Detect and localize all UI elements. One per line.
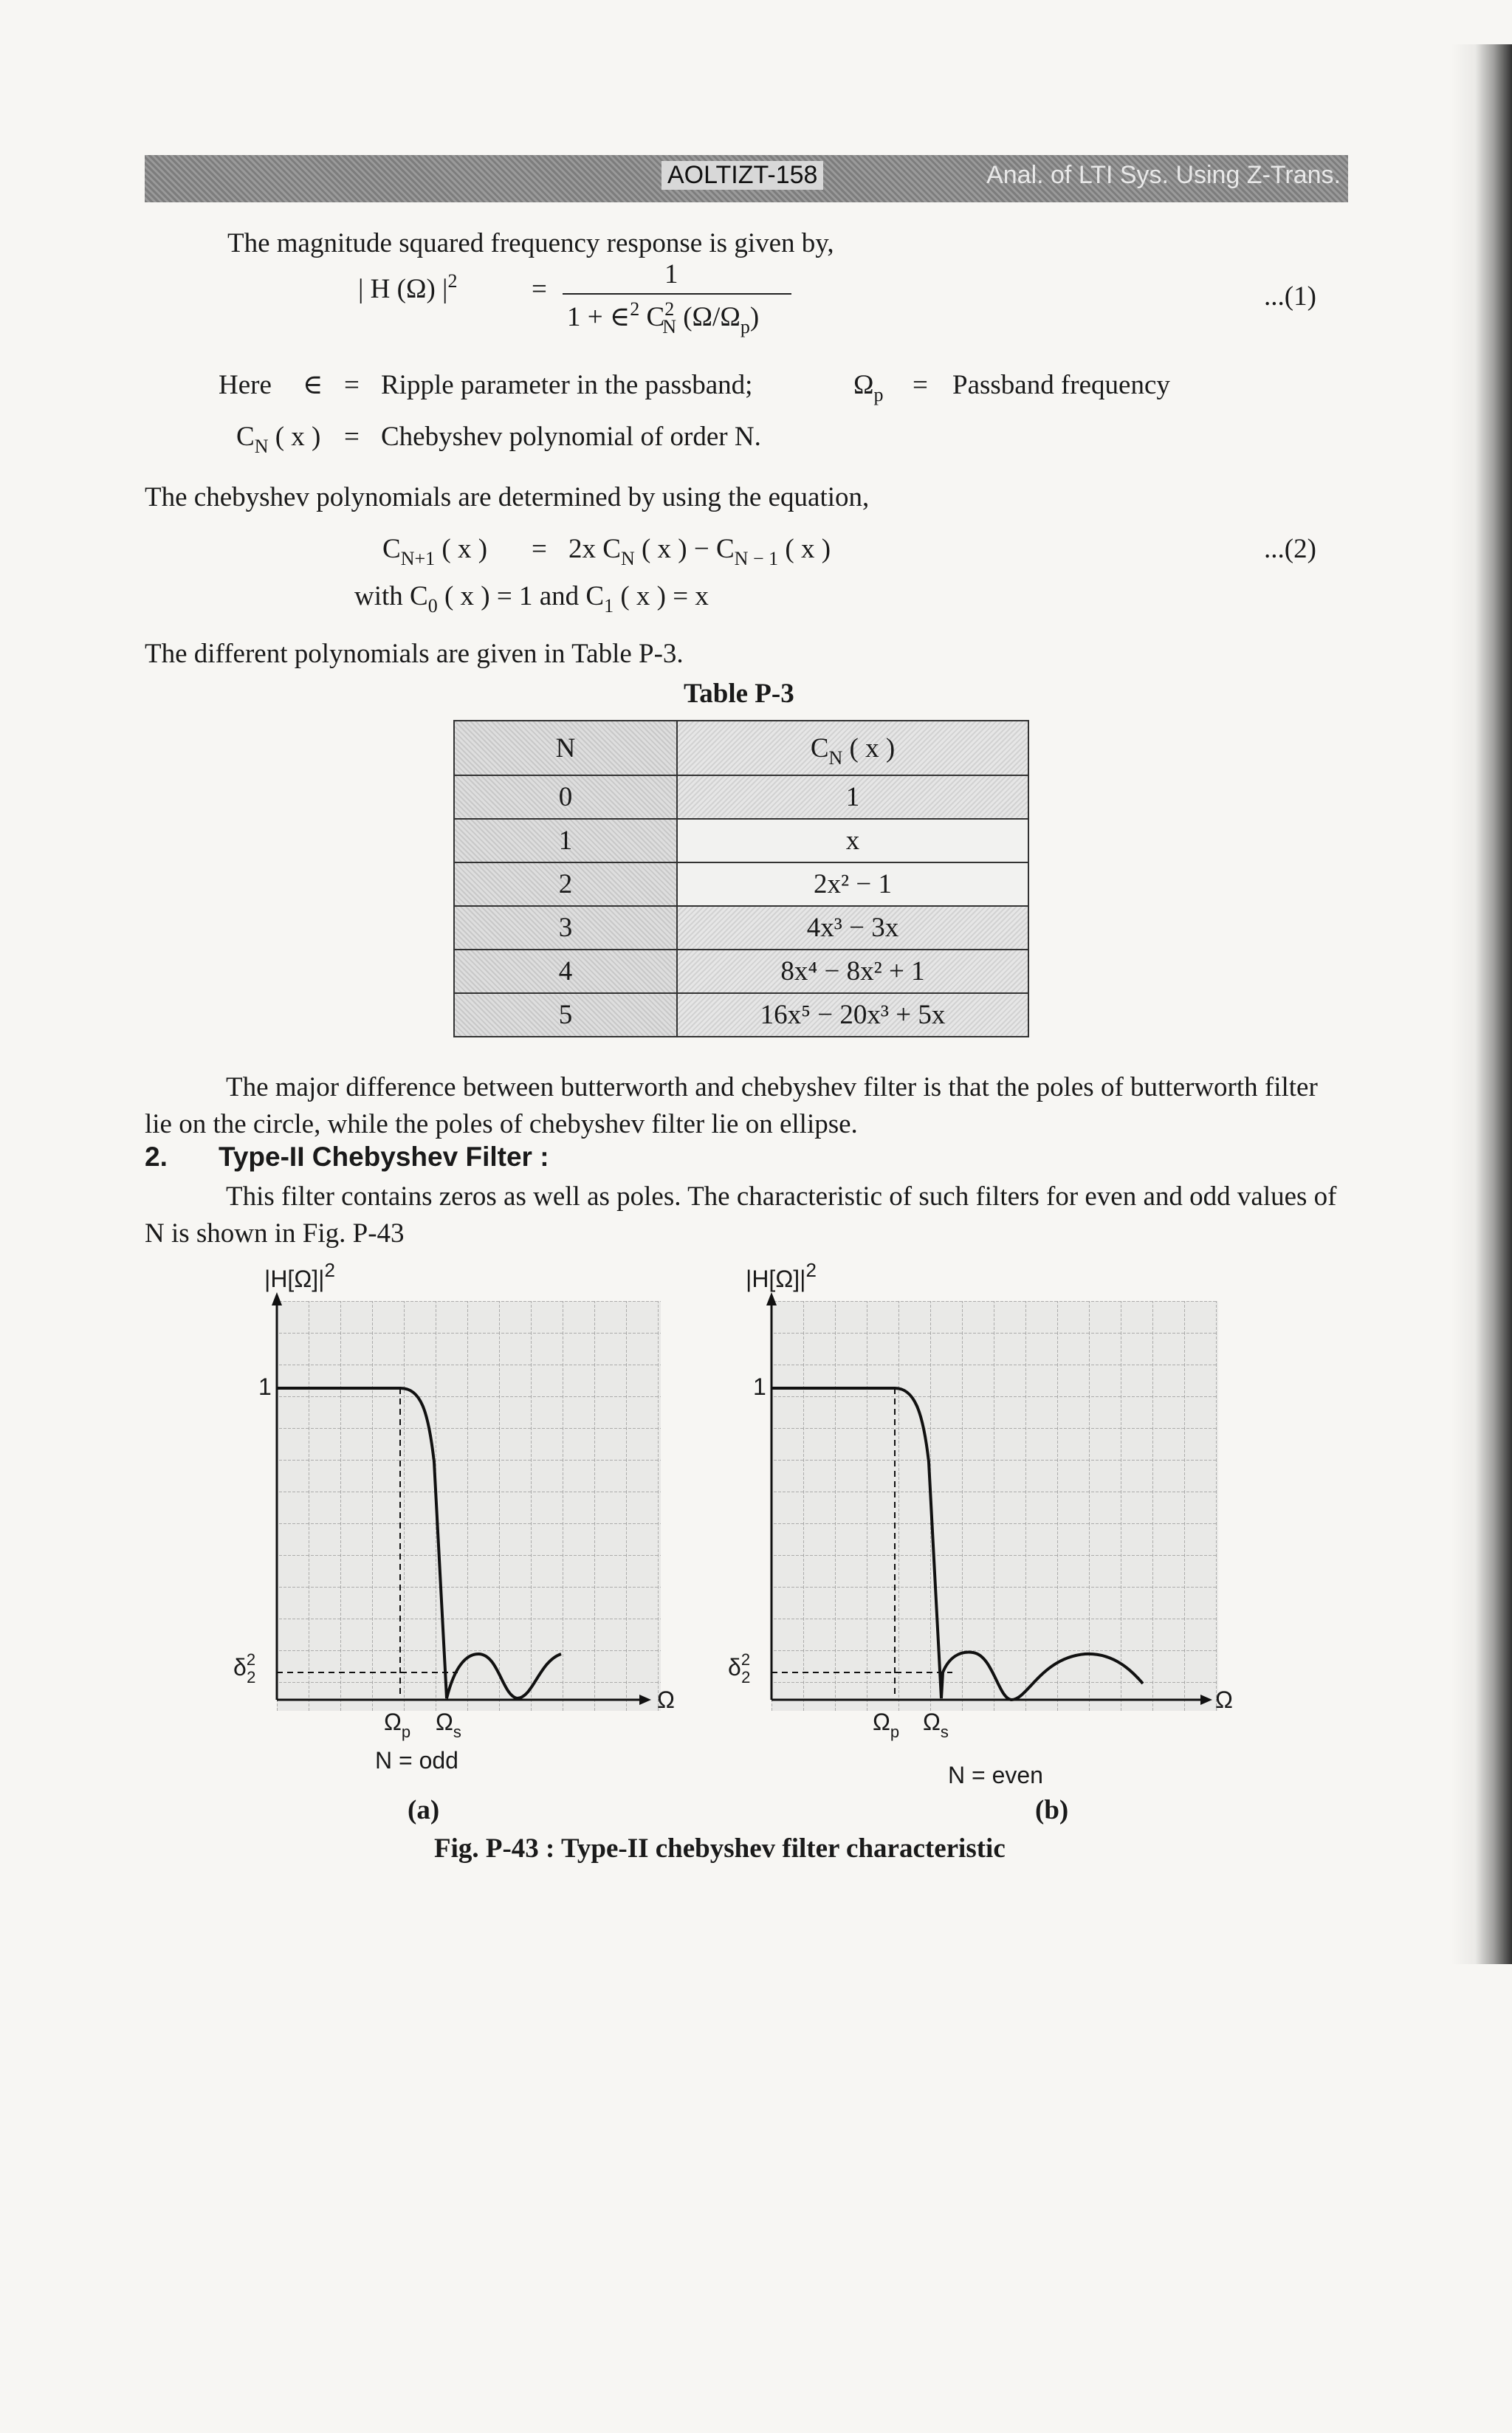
cell-polynomial: 4x³ − 3x — [677, 906, 1028, 950]
plot-odd — [244, 1270, 701, 1802]
table-row — [454, 775, 1028, 819]
col-cn-header: $C_N$ ( x ) — [677, 721, 1028, 775]
section-title: Type-II Chebyshev Filter : — [219, 1142, 549, 1172]
table-row — [454, 906, 1028, 950]
unity-tick: 1 — [753, 1373, 766, 1400]
unity-tick: 1 — [258, 1373, 272, 1400]
y-axis-label: $|H[\Omega]|^2$ — [746, 1259, 817, 1292]
eq1-lhs: | H (Ω) | — [358, 274, 448, 304]
omega-p-label: $\Omega_p$ — [873, 1709, 900, 1741]
grid — [277, 1301, 661, 1711]
section-number: 2. — [145, 1142, 168, 1172]
eq1-denominator: 1 + ∈$^2$ $C^2_N$ $(\Omega/\Omega_p)$ — [567, 298, 760, 337]
plot-even — [738, 1270, 1240, 1802]
table-intro: The different polynomials are given in Table P-3. — [145, 639, 684, 669]
header-code: AOLTIZT-158 — [662, 161, 823, 190]
eq2-tag: ...(2) — [1264, 534, 1316, 564]
eq1-equals: = — [532, 274, 547, 304]
cell-n: 4 — [454, 950, 677, 993]
cell-polynomial: 1 — [677, 775, 1028, 819]
x-axis-label: Ω — [1215, 1686, 1233, 1713]
case-label: N = even — [948, 1762, 1043, 1788]
figure-b-tag: (b) — [1035, 1795, 1069, 1825]
eq1-numerator: 1 — [664, 259, 678, 289]
initial-conditions: with $C_0$ ( x ) = 1 and $C_1$ ( x ) = x — [354, 581, 709, 617]
recurrence-intro: The chebyshev polynomials are determined by using the equation, — [145, 482, 870, 512]
eq1-tag: ...(1) — [1264, 281, 1316, 312]
figure-b — [728, 1259, 1240, 1802]
def-equals-2: = — [913, 370, 928, 400]
y-axis-label: $|H[\Omega]|^2$ — [264, 1259, 335, 1292]
table-row — [454, 993, 1028, 1037]
delta-label: $\delta^2_2$ — [233, 1650, 256, 1686]
omega-p-symbol: $\Omega_p$ — [853, 370, 884, 405]
cell-polynomial: 2x² − 1 — [677, 862, 1028, 906]
epsilon-description: Ripple parameter in the passband; — [381, 370, 753, 400]
epsilon-symbol: ∈ — [303, 370, 323, 400]
intro-text: The magnitude squared frequency response is given by, — [227, 228, 834, 258]
table-header-row — [454, 721, 1028, 775]
omega-p-label: $\Omega_p$ — [384, 1709, 411, 1741]
eq2-equals: = — [532, 534, 547, 564]
chebyshev-polynomial-table — [453, 720, 1029, 1037]
def-equals-1: = — [344, 370, 360, 400]
type2-paragraph: This filter contains zeros as well as poles. The characteristic of such filters for even and odd values of N is shown in Fig. P-43 — [145, 1181, 1337, 1249]
omega-p-description: Passband frequency — [952, 370, 1170, 400]
y-axis-arrow — [272, 1292, 282, 1305]
grid — [772, 1301, 1218, 1711]
eq2-rhs: 2x $C_N$ ( x ) − $C_{N - 1}$ ( x ) — [568, 534, 831, 569]
case-label: N = odd — [375, 1747, 458, 1774]
cell-polynomial: 16x⁵ − 20x³ + 5x — [677, 993, 1028, 1037]
col-n-header: N — [454, 721, 677, 775]
cell-polynomial: x — [677, 819, 1028, 862]
page-edge-shadow — [1451, 44, 1512, 1964]
cell-n: 2 — [454, 862, 677, 906]
x-axis-label: Ω — [657, 1686, 675, 1713]
omega-s-label: $\Omega_s$ — [923, 1709, 949, 1741]
figure-a — [233, 1259, 701, 1802]
fraction-bar — [563, 293, 791, 295]
delta-label: $\delta^2_2$ — [728, 1650, 751, 1686]
cell-n: 3 — [454, 906, 677, 950]
cell-n: 5 — [454, 993, 677, 1037]
table-caption: Table P-3 — [684, 679, 794, 709]
cn-symbol: $C_N$ ( x ) — [236, 422, 321, 457]
table-row — [454, 862, 1028, 906]
table-row — [454, 950, 1028, 993]
eq1-lhs-exp: 2 — [447, 270, 458, 292]
cn-description: Chebyshev polynomial of order N. — [381, 422, 761, 452]
figure-caption: Fig. P-43 : Type-II chebyshev filter characteristic — [434, 1833, 1006, 1864]
table-row — [454, 819, 1028, 862]
cell-polynomial: 8x⁴ − 8x² + 1 — [677, 950, 1028, 993]
y-axis-arrow — [766, 1292, 777, 1305]
header-chapter: Anal. of LTI Sys. Using Z-Trans. — [986, 161, 1341, 189]
here-label: Here — [219, 370, 272, 400]
omega-s-label: $\Omega_s$ — [436, 1709, 461, 1741]
difference-paragraph: The major difference between butterworth and chebyshev filter is that the poles of butterworth filter lie on the circle, while the poles of chebyshev filter lie on ellipse. — [145, 1072, 1318, 1139]
figure-a-tag: (a) — [408, 1795, 440, 1825]
cell-n: 0 — [454, 775, 677, 819]
cell-n: 1 — [454, 819, 677, 862]
eq2-lhs: $C_{N+1}$ ( x ) — [382, 534, 488, 569]
def-equals-3: = — [344, 422, 360, 452]
running-header — [145, 155, 1348, 202]
